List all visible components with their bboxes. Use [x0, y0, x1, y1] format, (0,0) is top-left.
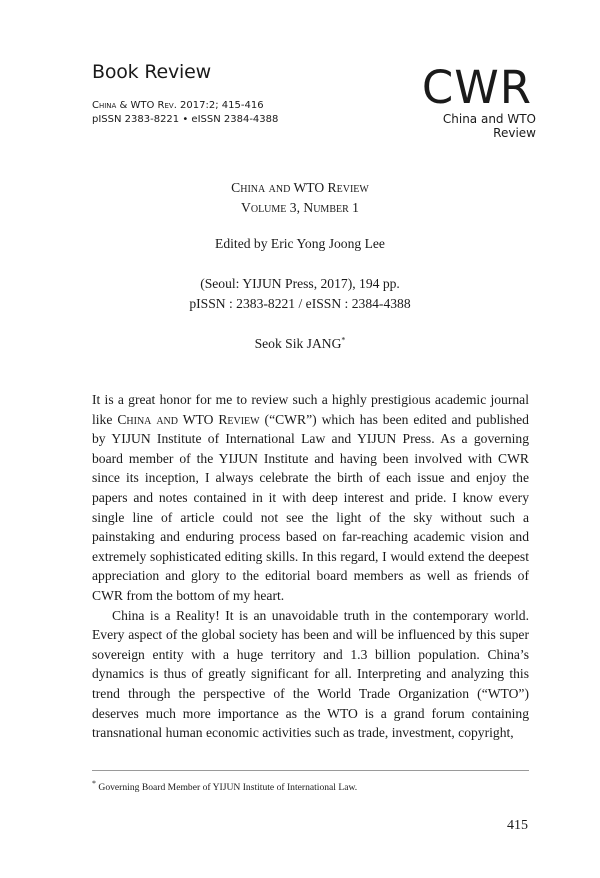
footnote-text: Governing Board Member of YIJUN Institute of International Law.	[98, 782, 358, 793]
journal-meta	[92, 99, 278, 127]
body-text	[92, 390, 529, 743]
page-number: 415	[507, 818, 528, 833]
footnote-divider	[92, 770, 529, 771]
paragraph-1-journal-name: China and WTO Review	[117, 411, 260, 427]
review-volume: Volume 3, Number 1	[241, 200, 359, 215]
paragraph-2: China is a Reality! It is an unavoidable truth in the contemporary world. Every aspect of the global society has been and will be influenced by this super sovereign entity with a huge territory and 1.3 billion population. China’s dynamics is thus of greatly significant for all. Interpreting and analyzing this trend through the perspective of the World Trade Organization (“WTO”) deserves much more importance as the WTO is a grand forum containing transnational human economic activities such as trade, investment, copyright,	[92, 607, 529, 741]
reviewer-name	[0, 336, 600, 352]
review-publication: (Seoul: YIJUN Press, 2017), 194 pp.	[200, 276, 400, 291]
issn-line: pISSN 2383-8221 • eISSN 2384-4388	[92, 114, 279, 125]
review-issn: pISSN : 2383-8221 / eISSN : 2384-4388	[189, 296, 411, 311]
cwr-logo	[402, 61, 536, 140]
paragraph-1-start: It is a great honor for me to review such a highly prestigious academic journal like	[92, 392, 529, 427]
review-editor: Edited by Eric Yong Joong Lee	[215, 236, 385, 251]
section-label: Book Review	[92, 61, 211, 83]
paragraph-1	[92, 390, 529, 606]
footnote-mark: *	[92, 778, 96, 788]
logo-subtitle: China and WTO Review	[442, 112, 536, 140]
review-journal-title: China and WTO Review	[231, 180, 369, 195]
paragraph-1-rest: (“CWR”) which has been edited and published by YIJUN Institute of International Law and YIJUN Press. As a governing board member of the YIJUN Institute and having been involved with CWR since its inception, I always celebrate the birth of each issue and enjoy the papers and notes contained in it with deep interest and pride. I know every single line of article could not see the light of the sky without such a painstaking and enduring process based on far-reaching academic vision and extremely sophisticated editing skills. In this regard, I would extend the deepest appreciation and glory to the editorial board members as well as friends of CWR from the bottom of my heart.	[92, 411, 529, 603]
reviewer-footnote-mark: *	[341, 335, 346, 345]
citation: China & WTO Rev. 2017:2; 415-416	[92, 100, 264, 111]
reviewer-name-text: Seok Sik JANG	[254, 336, 342, 351]
footnote	[92, 778, 358, 793]
logo-mark: CWR	[421, 61, 532, 114]
